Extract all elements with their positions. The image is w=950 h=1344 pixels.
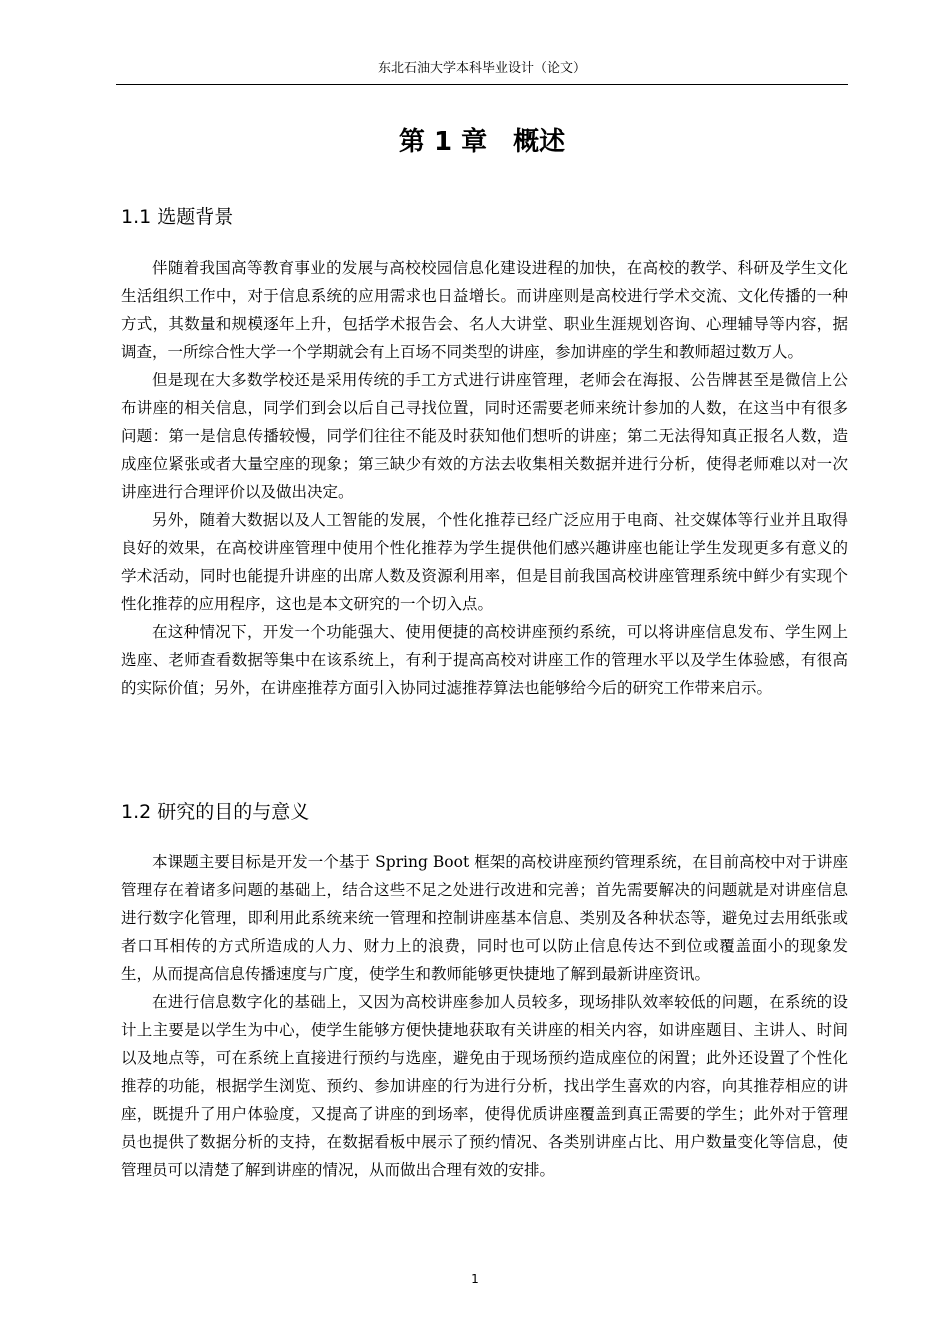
section-heading-1-1: 1.1 选题背景 [121,206,234,228]
section-body-1-1 [121,254,848,702]
paragraph: 本课题主要目标是开发一个基于 Spring Boot 框架的高校讲座预约管理系统，在目前高校中对于讲座管理存在着诸多问题的基础上，结合这些不足之处进行改进和完善；首先需要解决的问题就是对讲座信息进行数字化管理，即利用此系统来统一管理和控制讲座基本信息、类别及各种状态等，避免过去用纸张或者口耳相传的方式所造成的人力、财力上的浪费，同时也可以防止信息传达不到位或覆盖面小的现象发生，从而提高信息传播速度与广度，使学生和教师能够更快捷地了解到最新讲座资讯。 [121,853,848,983]
paragraph: 在进行信息数字化的基础上，又因为高校讲座参加人员较多，现场排队效率较低的问题，在系统的设计上主要是以学生为中心，使学生能够方便快捷地获取有关讲座的相关内容，如讲座题目、主讲人、时间以及地点等，可在系统上直接进行预约与选座，避免由于现场预约造成座位的闲置；此外还设置了个性化推荐的功能，根据学生浏览、预约、参加讲座的行为进行分析，找出学生喜欢的内容，向其推荐相应的讲座，既提升了用户体验度，又提高了讲座的到场率，使得优质讲座覆盖到真正需要的学生；此外对于管理员也提供了数据分析的支持，在数据看板中展示了预约情况、各类别讲座占比、用户数量变化等信息，使管理员可以清楚了解到讲座的情况，从而做出合理有效的安排。 [121,993,848,1179]
section-heading-1-2: 1.2 研究的目的与意义 [121,801,310,823]
running-header: 东北石油大学本科毕业设计（论文） [377,61,586,76]
paragraph: 另外，随着大数据以及人工智能的发展，个性化推荐已经广泛应用于电商、社交媒体等行业并且取得良好的效果，在高校讲座管理中使用个性化推荐为学生提供他们感兴趣讲座也能让学生发现更多有意义的学术活动，同时也能提升讲座的出席人数及资源利用率，但是目前我国高校讲座管理系统中鲜少有实现个性化推荐的应用程序，这也是本文研究的一个切入点。 [121,511,848,613]
section-body-1-2 [121,848,848,1184]
page-number: 1 [471,1272,479,1286]
paragraph: 但是现在大多数学校还是采用传统的手工方式进行讲座管理，老师会在海报、公告牌甚至是微信上公布讲座的相关信息，同学们到会以后自己寻找位置，同时还需要老师来统计参加的人数，在这当中有很多问题：第一是信息传播较慢，同学们往往不能及时获知他们想听的讲座；第二无法得知真正报名人数，造成座位紧张或者大量空座的现象；第三缺少有效的方法去收集相关数据并进行分析，使得老师难以对一次讲座进行合理评价以及做出决定。 [121,371,848,501]
paragraph: 伴随着我国高等教育事业的发展与高校校园信息化建设进程的加快，在高校的教学、科研及学生文化生活组织工作中，对于信息系统的应用需求也日益增长。而讲座则是高校进行学术交流、文化传播的一种方式，其数量和规模逐年上升，包括学术报告会、名人大讲堂、职业生涯规划咨询、心理辅导等内容，据调查，一所综合性大学一个学期就会有上百场不同类型的讲座，参加讲座的学生和教师超过数万人。 [121,259,848,361]
chapter-title: 第 1 章 概述 [398,127,566,157]
paragraph: 在这种情况下，开发一个功能强大、使用便捷的高校讲座预约系统，可以将讲座信息发布、学生网上选座、老师查看数据等集中在该系统上，有利于提高高校对讲座工作的管理水平以及学生体验感，有很高的实际价值；另外，在讲座推荐方面引入协同过滤推荐算法也能够给今后的研究工作带来启示。 [121,623,848,697]
header-rule [116,84,848,85]
